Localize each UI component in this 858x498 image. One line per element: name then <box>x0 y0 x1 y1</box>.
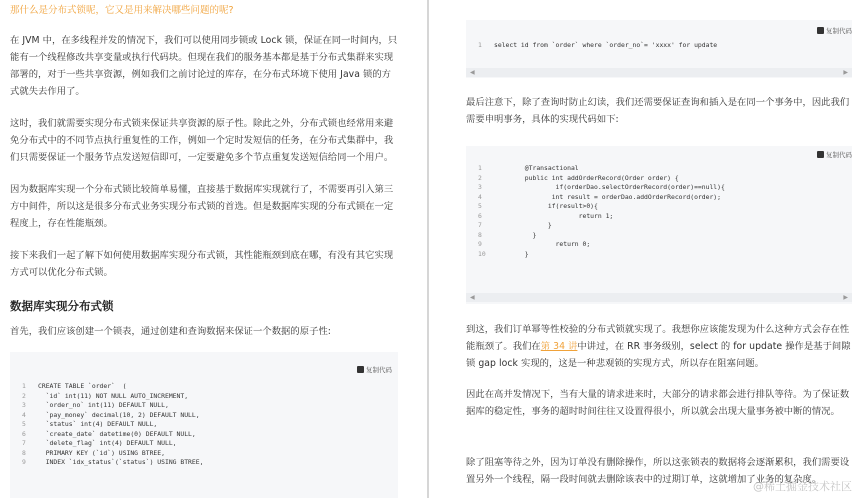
copy-label: 复制代码 <box>826 151 852 159</box>
code-block-transactional <box>466 146 852 304</box>
lecture-34-link[interactable]: 第 34 讲 <box>540 341 578 352</box>
line-number: 4 <box>478 192 482 201</box>
line-number: 7 <box>478 221 482 229</box>
paragraph-performance <box>466 321 854 372</box>
paragraph-next: 接下来我们一起了解下如何使用数据库实现分布式锁，其性能瓶颈到底在哪，有没有其它实现方式可以优化分布式锁。 <box>10 250 394 278</box>
code-line <box>478 221 725 231</box>
section-title: 数据库实现分布式锁 <box>10 299 114 313</box>
code-block-select <box>466 20 852 78</box>
horizontal-scrollbar[interactable] <box>466 293 852 302</box>
line-number: 2 <box>22 391 26 400</box>
code-line <box>22 411 203 421</box>
line-number: 9 <box>22 458 26 466</box>
code-lines <box>478 164 725 259</box>
line-number: 7 <box>22 439 26 447</box>
top-question: 那什么是分布式锁呢，它又是用来解决哪些问题的呢? <box>10 5 234 16</box>
scroll-right-icon[interactable]: ▶ <box>843 69 848 76</box>
code-block-create-table <box>10 352 398 498</box>
code-text: public int addOrderRecord(Order order) { <box>494 173 679 182</box>
code-text: @Transactional <box>494 164 579 172</box>
code-line <box>478 240 725 250</box>
line-number: 6 <box>22 429 26 438</box>
code-text: INDEX `idx_status`(`status`) USING BTREE, <box>38 458 204 466</box>
copy-label: 复制代码 <box>366 366 392 374</box>
page-divider <box>427 0 429 498</box>
code-text: `delete_flag` int(4) DEFAULT NULL, <box>38 439 177 447</box>
code-text: return 0; <box>494 240 591 248</box>
code-text: if(orderDao.selectOrderRecord(order)==null){ <box>494 183 725 191</box>
code-line <box>478 202 725 212</box>
code-line <box>22 449 203 459</box>
paragraph-transaction: 最后注意下，除了查询时防止幻读，我们还需要保证查询和插入是在同一个事务中，因此我们需要申明事务，具体的实现代码如下: <box>466 97 850 125</box>
code-text: if(result>0){ <box>494 202 598 210</box>
line-number: 8 <box>22 448 26 457</box>
copy-code-button[interactable] <box>357 365 392 374</box>
code-line <box>22 420 203 430</box>
code-text: `pay_money` decimal(10, 2) DEFAULT NULL, <box>38 410 200 419</box>
code-lines <box>478 41 717 51</box>
copy-icon <box>817 151 824 158</box>
code-line <box>478 193 725 203</box>
paragraph-blocking: 除了阻塞等待之外，因为订单没有删除操作，所以这张锁表的数据将会逐渐累积，我们需要设置另外一个线程，隔一段时间就去删除该表中的过期订单，这就增加了业务的复杂度。 <box>466 457 850 485</box>
code-text: `id` int(11) NOT NULL AUTO_INCREMENT, <box>38 391 189 400</box>
code-text: `order_no` int(11) DEFAULT NULL, <box>38 401 169 409</box>
code-line <box>22 401 203 411</box>
code-text: } <box>494 249 529 258</box>
code-text: `create_date` datetime(0) DEFAULT NULL, <box>38 429 196 438</box>
code-text: } <box>494 221 552 229</box>
scroll-right-icon[interactable]: ▶ <box>843 294 848 301</box>
scroll-left-icon[interactable]: ◀ <box>470 69 475 76</box>
scroll-left-icon[interactable]: ◀ <box>470 294 475 301</box>
code-line <box>478 164 725 174</box>
copy-icon <box>817 27 824 34</box>
right-page <box>436 0 858 498</box>
paragraph-database: 因为数据库实现一个分布式锁比较简单易懂，直接基于数据库实现就行了，不需要再引入第三方中间件，所以这是很多分布式业务实现分布式锁的首选。但是数据库实现的分布式锁在一定程度上，存在性能瓶颈。 <box>10 184 394 229</box>
line-number: 2 <box>478 173 482 182</box>
code-line <box>478 183 725 193</box>
paragraph-intro: 首先，我们应该创建一个锁表，通过创建和查询数据来保证一个数据的原子性: <box>10 326 331 337</box>
paragraph-distributed-lock: 这时，我们就需要实现分布式锁来保证共享资源的原子性。除此之外，分布式锁也经常用来避免分布式中的不同节点执行重复性的工作，例如一个定时发短信的任务，在分布式集群中，我们只需要保证一个服务节点发送短信即可，一定要避免多个节点重复发送短信给同一个用户。 <box>10 118 394 163</box>
copy-code-button-1[interactable] <box>817 26 852 35</box>
code-text: PRIMARY KEY (`id`) USING BTREE, <box>38 448 165 457</box>
line-number: 10 <box>478 249 486 258</box>
paragraph-text: 中讲过，在 RR 事务级别，select 的 for update 操作是基于间隙锁 gap lock 实现的，这是一种悲观锁的实现方式，所以存在阻塞问题。 <box>466 341 851 369</box>
code-lines <box>22 382 203 468</box>
horizontal-scrollbar[interactable] <box>466 68 852 77</box>
copy-label: 复制代码 <box>826 27 852 35</box>
code-line <box>478 212 725 222</box>
line-number: 3 <box>478 183 482 191</box>
code-line <box>478 41 717 51</box>
paragraph-text: 到这，我们订单幂等性校验的分布式锁就实现了。我想你应该能发现为什么这种方式会存在性能瓶颈了。我们在 <box>466 324 850 352</box>
line-number: 6 <box>478 211 482 220</box>
paragraph-high-concurrency: 因此在高并发情况下，当有大量的请求进来时，大部分的请求都会进行排队等待。为了保证数据库的稳定性，事务的超时时间往往又设置得很小，所以就会出现大量事务被中断的情况。 <box>466 389 850 417</box>
code-text: int result = orderDao.addOrderRecord(order); <box>494 192 722 201</box>
line-number: 5 <box>478 202 482 210</box>
code-text: CREATE TABLE `order` ( <box>38 382 127 390</box>
copy-icon <box>357 366 364 373</box>
code-line <box>478 231 725 241</box>
code-line <box>22 382 203 392</box>
line-number: 1 <box>22 382 26 390</box>
copy-code-button-2[interactable] <box>817 150 852 159</box>
line-number: 5 <box>22 420 26 428</box>
code-line <box>478 250 725 260</box>
code-line <box>22 439 203 449</box>
left-page <box>0 0 420 498</box>
line-number: 4 <box>22 410 26 419</box>
code-line <box>22 392 203 402</box>
line-number: 1 <box>478 164 482 172</box>
line-number: 9 <box>478 240 482 248</box>
code-text: select id from `order` where `order_no`= 'xxxx' for update <box>494 41 718 49</box>
code-text: return 1; <box>494 211 614 220</box>
code-line <box>478 174 725 184</box>
line-number: 3 <box>22 401 26 409</box>
paragraph-jvm: 在 JVM 中，在多线程并发的情况下，我们可以使用同步锁或 Lock 锁，保证在同一时间内，只能有一个线程修改共享变量或执行代码块。但现在我们的服务基本都是基于分布式集群来实现部署的，对于一些共享资源，例如我们之前讨论过的库存，在分布式环境下使用 Java 锁的方式就失去作用了。 <box>10 35 398 97</box>
line-number: 1 <box>478 41 482 49</box>
code-text: } <box>494 230 537 239</box>
code-line <box>22 430 203 440</box>
code-line <box>22 458 203 468</box>
line-number: 8 <box>478 230 482 239</box>
watermark: @稀土掘金技术社区 <box>753 480 852 493</box>
code-text: `status` int(4) DEFAULT NULL, <box>38 420 158 428</box>
